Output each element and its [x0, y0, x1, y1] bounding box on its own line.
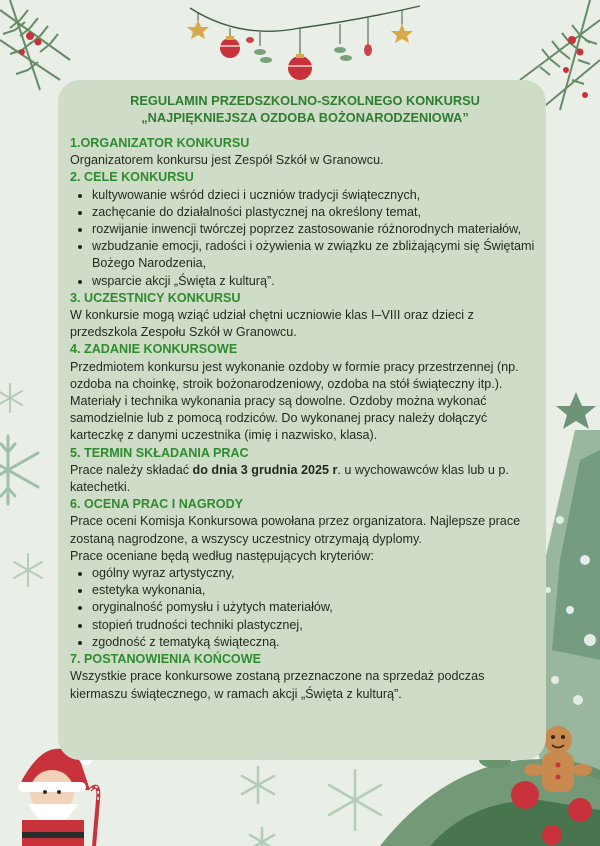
- list-item: • zachęcanie do działalności plastycznej na określony temat,: [92, 204, 540, 221]
- snowflake-icon: [242, 767, 381, 846]
- criteria-list: [70, 565, 540, 651]
- section-heading: 2. CELE KONKURSU: [70, 170, 194, 185]
- deadline-text-before: Prace należy składać: [70, 462, 193, 477]
- section-heading: 5. TERMIN SKŁADANIA PRAC: [70, 445, 249, 460]
- list-item: • rozwijanie inwencji twórczej poprzez zastosowanie różnorodnych materiałów,: [92, 221, 540, 238]
- list-item: • kultywowanie wśród dzieci i uczniów tradycji świątecznych,: [92, 187, 540, 204]
- list-item: • wzbudzanie emocji, radości i ożywienia w związku ze zbliżającymi się Świętami Bożego Narodzenia,: [92, 238, 540, 272]
- pine-branch-icon: [0, 0, 70, 90]
- section-evaluation: [70, 496, 540, 651]
- section-heading: 1.ORGANIZATOR KONKURSU: [70, 136, 250, 150]
- snowflake-icon: [0, 384, 42, 586]
- section-text: Prace oceni Komisja Konkursowa powołana przez organizatora. Najlepsze prace zostaną nagrodzone, a wszyscy uczestnicy otrzymają dyplomy.: [70, 514, 521, 546]
- title-line-2: „NAJPIĘKNIEJSZA OZDOBA BOŻONARODZENIOWA”: [141, 110, 469, 125]
- section-text: Prace oceniane będą według następujących kryteriów:: [70, 548, 374, 563]
- ornament-icon: [220, 36, 312, 80]
- section-task: [70, 341, 540, 444]
- section-text: [70, 462, 540, 496]
- list-item: • estetyka wykonania,: [92, 582, 540, 599]
- list-item: • oryginalność pomysłu i użytych materiałów,: [92, 599, 540, 616]
- section-text: Przedmiotem konkursu jest wykonanie ozdoby w formie pracy przestrzennej (np. ozdoba na choinkę, stroik bożonarodzeniowy, ozdoba na stół świąteczny itp.). Materiały i technika wykonania pracy są dowolne. Ozdoby można wykonać samodzielnie lub z pomocą rodziców. Do wykonanej pracy należy dołączyć karteczkę z danymi uczestnika (imię i nazwisko, klasa).: [70, 359, 519, 443]
- section-text: Wszystkie prace konkursowe zostaną przeznaczone na sprzedaż podczas kiermaszu świątecznego, w ramach akcji „Święta z kulturą”.: [70, 669, 485, 701]
- deadline-text-after: . u wychowawców klas lub u p. katechetki.: [70, 462, 509, 495]
- page-title: [70, 92, 540, 126]
- snowflake-icon: [0, 436, 38, 504]
- star-icon: [187, 20, 413, 43]
- santa-icon: [18, 749, 98, 846]
- section-deadline: [70, 445, 540, 497]
- list-item: • ogólny wyraz artystyczny,: [92, 565, 540, 582]
- list-item: • zgodność z tematyką świąteczną.: [92, 634, 540, 651]
- regulations-content: [70, 92, 540, 703]
- section-heading: 7. POSTANOWIENIA KOŃCOWE: [70, 652, 262, 667]
- ornament-icon: [511, 781, 592, 845]
- section-text: W konkursie mogą wziąć udział chętni uczniowie klas I–VIII oraz dzieci z przedszkola Zespołu Szkół w Granowcu.: [70, 308, 474, 340]
- list-item: • wsparcie akcji „Święta z kulturą”.: [92, 273, 540, 290]
- section-heading: 3. UCZESTNICY KONKURSU: [70, 290, 241, 305]
- goals-list: [70, 187, 540, 290]
- garland-icon: [190, 6, 420, 56]
- section-text: Organizatorem konkursu jest Zespół Szkół w Granowcu.: [70, 153, 384, 168]
- section-goals: [70, 169, 540, 289]
- section-heading: 4. ZADANIE KONKURSOWE: [70, 342, 238, 357]
- section-heading: 6. OCENA PRAC I NAGRODY: [70, 497, 244, 512]
- title-line-1: REGULAMIN PRZEDSZKOLNO-SZKOLNEGO KONKURSU: [130, 93, 480, 108]
- section-participants: [70, 290, 540, 342]
- section-organizer: [70, 135, 540, 169]
- section-final: [70, 651, 540, 703]
- list-item: • stopień trudności techniki plastycznej,: [92, 617, 540, 634]
- deadline-date: do dnia 3 grudnia 2025 r: [192, 462, 338, 477]
